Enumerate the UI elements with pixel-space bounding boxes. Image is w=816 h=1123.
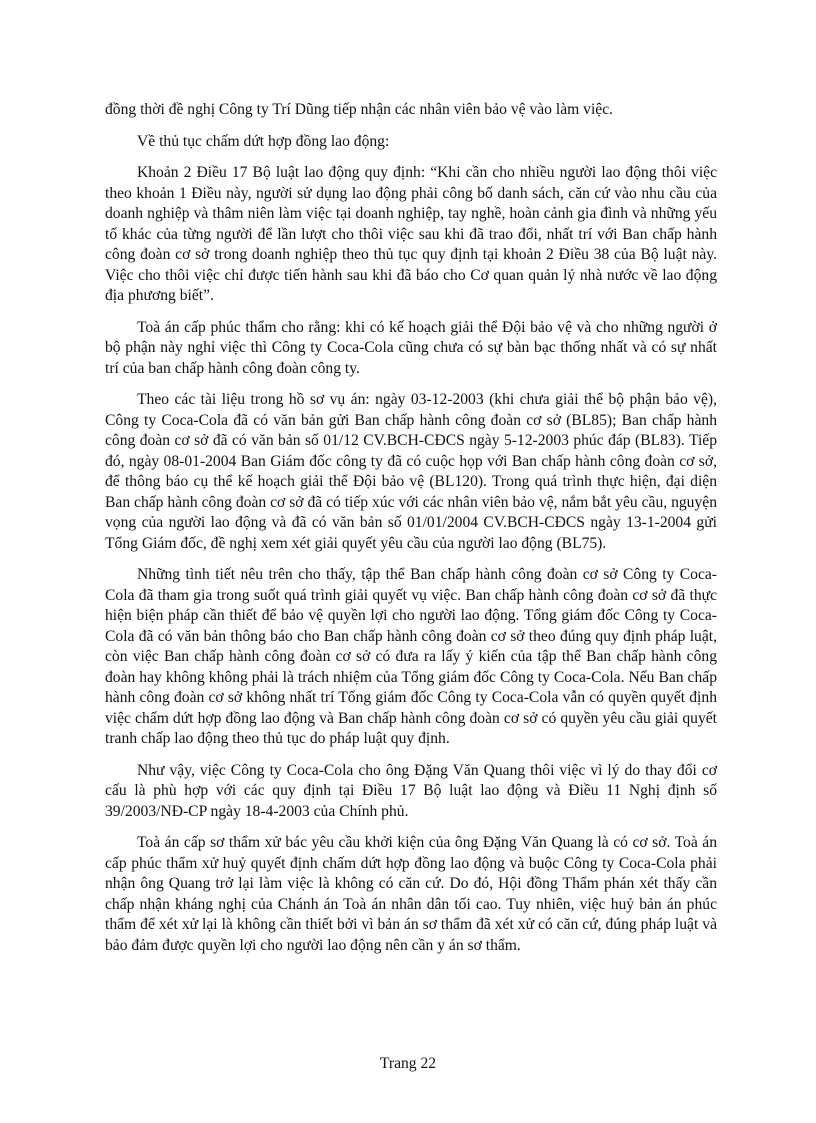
paragraph-6: Những tình tiết nêu trên cho thấy, tập thể Ban chấp hành công đoàn cơ sở Công ty Coca-Cola đã tham gia trong suốt quá trình giải quyết vụ việc. Ban chấp hành công đoàn cơ sở đã thực hiện biện pháp cần thiết để bảo vệ quyền lợi cho người lao động. Tổng giám đốc Công ty Coca-Cola đã có văn bản thông báo cho Ban chấp hành công đoàn cơ sở theo đúng quy định pháp luật, còn việc Ban chấp hành công đoàn cơ sở có đưa ra lấy ý kiến của tập thể Ban chấp hành công đoàn hay không không phải là trách nhiệm của Tổng giám đốc Công ty Coca-Cola. Nếu Ban chấp hành công đoàn cơ sở không nhất trí Tổng giám đốc Công ty Coca-Cola vẫn có quyền quyết định việc chấm dứt hợp đồng lao động và Ban chấp hành công đoàn cơ sở có quyền yêu cầu giải quyết tranh chấp lao động theo thủ tục do pháp luật quy định. bbox=[105, 566, 717, 747]
paragraph-2: Về thủ tục chấm dứt hợp đồng lao động: bbox=[137, 132, 390, 150]
paragraph-7: Như vậy, việc Công ty Coca-Cola cho ông Đặng Văn Quang thôi việc vì lý do thay đổi cơ cấu là phù hợp với các quy định tại Điều 17 Bộ luật lao động và Điều 11 Nghị định số 39/2003/NĐ-CP ngày 18-4-2003 của Chính phủ. bbox=[105, 761, 717, 820]
paragraph-1: đồng thời đề nghị Công ty Trí Dũng tiếp nhận các nhân viên bảo vệ vào làm việc. bbox=[105, 101, 614, 118]
paragraph-3: Khoản 2 Điều 17 Bộ luật lao động quy định: “Khi cần cho nhiều người lao động thôi việc theo khoản 1 Điều này, người sử dụng lao động phải công bố danh sách, căn cứ vào nhu cầu của doanh nghiệp và thâm niên làm việc tại doanh nghiệp, tay nghề, hoàn cảnh gia đình và những yếu tố khác của từng người để lần lượt cho thôi việc sau khi đã trao đổi, nhất trí với Ban chấp hành công đoàn cơ sở trong doanh nghiệp theo thủ tục quy định tại khoản 2 Điều 38 của Bộ luật này. Việc cho thôi việc chỉ được tiến hành sau khi đã báo cho Cơ quan quản lý nhà nước về lao động địa phương biết”. bbox=[105, 164, 717, 304]
paragraph-4: Toà án cấp phúc thẩm cho rằng: khi có kế hoạch giải thể Đội bảo vệ và cho những người ở bộ phận này nghỉ việc thì Công ty Coca-Cola cũng chưa có sự bàn bạc thống nhất và có sự nhất trí của ban chấp hành công đoàn công ty. bbox=[105, 318, 717, 377]
paragraph-5: Theo các tài liệu trong hồ sơ vụ án: ngày 03-12-2003 (khi chưa giải thể bộ phận bảo vệ), Công ty Coca-Cola đã có văn bản gửi Ban chấp hành công đoàn cơ sở (BL85); Ban chấp hành công đoàn cơ sở đã có văn bản số 01/12 CV.BCH-CĐCS ngày 5-12-2003 phúc đáp (BL83). Tiếp đó, ngày 08-01-2004 Ban Giám đốc công ty đã có cuộc họp với Ban chấp hành công đoàn cơ sở, để thông báo cụ thể kế hoạch giải thể Đội bảo vệ (BL120). Trong quá trình thực hiện, đại diện Ban chấp hành công đoàn cơ sở đã có tiếp xúc với các nhân viên bảo vệ, nắm bắt yêu cầu, nguyện vọng của người lao động và đã có văn bản số 01/01/2004 CV.BCH-CĐCS ngày 13-1-2004 gửi Tổng Giám đốc, đề nghị xem xét giải quyết yêu cầu của người lao động (BL75). bbox=[105, 391, 717, 552]
paragraph-8: Toà án cấp sơ thẩm xử bác yêu cầu khởi kiện của ông Đặng Văn Quang là có cơ sở. Toà án cấp phúc thẩm xử huỷ quyết định chấm dứt hợp đồng lao động và buộc Công ty Coca-Cola phải nhận ông Quang trở lại làm việc là không có căn cứ. Do đó, Hội đồng Thẩm phán xét thấy cần chấp nhận kháng nghị của Chánh án Toà án nhân dân tối cao. Tuy nhiên, việc huỷ bản án phúc thẩm để xét xử lại là không cần thiết bởi vì bản án sơ thẩm đã xét xử có căn cứ, đúng pháp luật và bảo đảm được quyền lợi cho người lao động nên cần y án sơ thẩm. bbox=[105, 834, 717, 954]
page-number: Trang 22 bbox=[379, 1055, 437, 1072]
document-body bbox=[105, 100, 717, 967]
